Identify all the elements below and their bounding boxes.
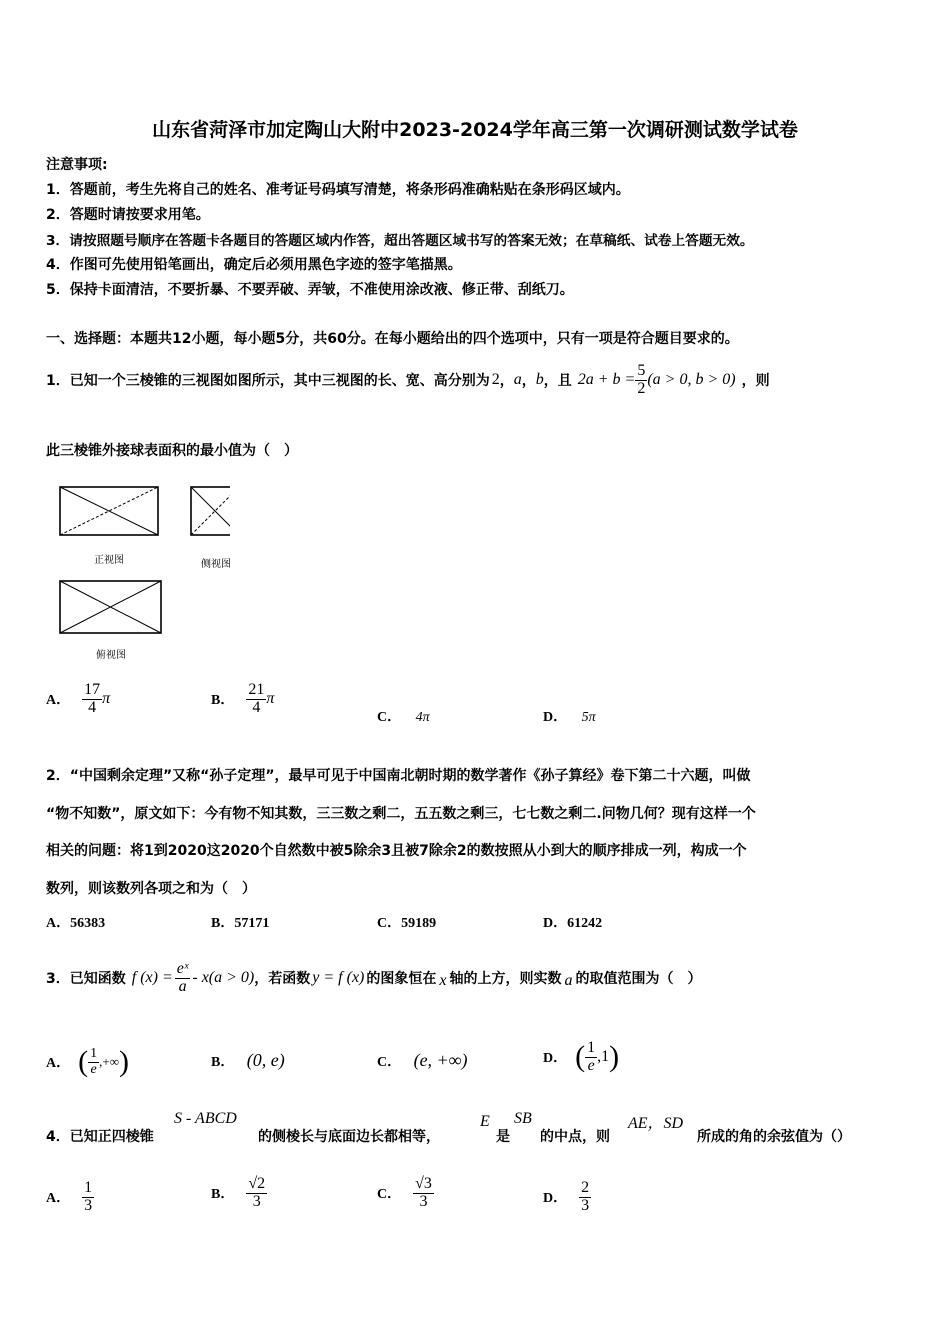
fraction-numerator: 2 <box>581 1179 590 1196</box>
notice-item: 5．保持卡面清洁，不要折暴、不要弄破、弄皱，不准使用涂改液、修正带、刮纸刀。 <box>46 282 574 298</box>
q4-text: 是 <box>496 1129 510 1145</box>
option-label: A． <box>46 693 71 709</box>
option-label: A． <box>46 1191 71 1207</box>
q3-suffix: 的取值范围为（ ） <box>575 971 702 987</box>
q3-option-c[interactable] <box>377 1050 468 1071</box>
notice-item: 3．请按照题号顺序在答题卡各题目的答题区域内作答，超出答题区域书写的答案无效；在草稿纸、试卷上答题无效。 <box>46 233 754 249</box>
option-fraction <box>82 1180 94 1215</box>
fraction-denominator: e <box>90 1061 97 1077</box>
option-value: 59189 <box>401 916 437 931</box>
fraction-numerator: eˣ <box>176 959 189 977</box>
q3-a: a <box>564 972 573 989</box>
fraction-numerator: √2 <box>248 1175 266 1192</box>
top-view-label: 俯视图 <box>96 650 126 661</box>
q1-option-a[interactable] <box>46 682 110 717</box>
q3-text: ，若函数 <box>254 971 311 987</box>
fraction-numerator: 5 <box>637 361 646 379</box>
q1-equation-left: 2a + b = <box>577 371 636 388</box>
fraction-denominator: 3 <box>419 1192 428 1210</box>
option-open-paren: ( <box>78 1045 89 1078</box>
q1-prefix: 1．已知一个三棱锥的三视图如图所示，其中三视图的长、宽、高分别为 <box>46 373 490 389</box>
option-fraction <box>246 1176 267 1211</box>
q1-option-c[interactable] <box>377 706 430 726</box>
option-fraction <box>413 1176 434 1211</box>
q4-pyramid: S - ABCD <box>174 1110 237 1127</box>
top-view <box>60 581 161 633</box>
fraction-numerator: 1 <box>84 1179 93 1196</box>
q1-suffix: ，则 <box>741 373 770 389</box>
fraction-denominator: 3 <box>252 1192 261 1210</box>
option-label: B． <box>211 1187 235 1203</box>
question-3-stem <box>46 950 701 1006</box>
option-label: C． <box>377 710 402 725</box>
option-tail: ,1 <box>597 1048 610 1065</box>
q4-option-a[interactable] <box>46 1180 94 1215</box>
q4-option-b[interactable] <box>211 1176 267 1211</box>
option-label: A． <box>46 1056 71 1071</box>
notice-heading: 注意事项: <box>46 157 108 173</box>
option-label: C． <box>377 916 402 931</box>
q4-option-d[interactable] <box>543 1180 591 1215</box>
q4-suffix: 所成的角的余弦值为（） <box>697 1129 851 1145</box>
q1-sep: ， <box>521 373 536 389</box>
q1-value-a: a <box>513 371 522 388</box>
option-value: (e, +∞) <box>413 1050 468 1070</box>
question-1-stem <box>46 355 770 405</box>
fraction-numerator: √3 <box>415 1175 432 1192</box>
option-label: C． <box>377 1187 402 1203</box>
q3-text: 的图象恒在 <box>366 971 437 987</box>
q1-sep: ，且 <box>543 373 572 389</box>
option-fraction <box>246 682 266 717</box>
option-label: C． <box>377 1055 402 1070</box>
side-view <box>191 487 230 535</box>
notice-item: 1．答题前，考生先将自己的姓名、准考证号码填写清楚，将条形码准确粘贴在条形码区域内。 <box>46 182 630 198</box>
option-value: 57171 <box>234 916 270 931</box>
fraction-denominator: 2 <box>637 379 646 397</box>
page-title: 山东省菏泽市加定陶山大附中2023-2024学年高三第一次调研测试数学试卷 <box>152 119 798 141</box>
q1-value-b: b <box>535 371 544 388</box>
three-view-figure <box>50 480 230 665</box>
q4-text: 的侧棱长与底面边长都相等， <box>258 1129 440 1145</box>
side-view-label: 侧视图 <box>201 559 231 570</box>
q4-segment-sb: SB <box>514 1110 532 1127</box>
fraction-denominator: e <box>587 1056 595 1074</box>
option-label: B． <box>211 1055 235 1070</box>
q1-option-b[interactable] <box>211 682 274 717</box>
option-close-paren: ) <box>118 1045 129 1078</box>
option-pi: π <box>266 690 275 708</box>
notice-item: 2．答题时请按要求用笔。 <box>46 207 210 223</box>
option-value: 5π <box>581 710 596 725</box>
notice-item: 4．作图可先使用铅笔画出，确定后必须用黑色字迹的签字笔描黑。 <box>46 257 462 273</box>
fraction-numerator: 1 <box>90 1045 98 1061</box>
option-fraction <box>82 682 102 717</box>
option-open-paren: ( <box>575 1040 586 1073</box>
fraction-numerator: 17 <box>84 681 101 698</box>
q2-option-b[interactable] <box>211 912 269 932</box>
option-label: D． <box>543 916 568 931</box>
q2-option-d[interactable] <box>543 912 602 932</box>
q1-equation-fraction <box>635 363 647 398</box>
question-2-line: “物不知数”，原文如下：今有物不知其数，三三数之剩二，五五数之剩三，七七数之剩二.问物几何？现有这样一个 <box>46 806 756 822</box>
front-view <box>60 487 158 535</box>
q3-prefix: 3．已知函数 <box>46 971 126 987</box>
q4-option-c[interactable] <box>377 1176 434 1211</box>
option-tail: ,+∞ <box>99 1054 119 1069</box>
q3-x: x <box>439 972 447 989</box>
option-label: D． <box>543 1051 568 1066</box>
option-close-paren: ) <box>609 1040 620 1073</box>
fraction-numerator: 1 <box>587 1038 596 1056</box>
option-label: B． <box>211 693 235 709</box>
option-fraction <box>88 1047 99 1077</box>
q3-function-fraction <box>175 961 191 996</box>
fraction-denominator: 4 <box>88 698 97 716</box>
fraction-denominator: 4 <box>252 698 261 716</box>
q2-option-a[interactable] <box>46 912 105 932</box>
question-1-line2: 此三棱锥外接球表面积的最小值为（ ） <box>46 443 298 459</box>
q4-point-e: E <box>480 1113 490 1130</box>
q4-prefix: 4．已知正四棱锥 <box>46 1129 154 1145</box>
question-2-line: 数列，则该数列各项之和为（ ） <box>46 881 256 897</box>
option-fraction <box>579 1180 591 1215</box>
option-value: 56383 <box>70 916 106 931</box>
q3-option-d[interactable] <box>543 1028 619 1086</box>
option-label: B． <box>211 916 235 931</box>
q3-option-a[interactable] <box>46 1033 129 1091</box>
q3-function-left: f (x) = <box>131 969 173 986</box>
q4-text: 的中点，则 <box>540 1129 610 1145</box>
option-label: D． <box>543 1191 568 1207</box>
option-value: 4π <box>415 710 430 725</box>
option-label: A． <box>46 916 71 931</box>
front-view-label: 正视图 <box>94 555 124 566</box>
option-value: (0, e) <box>246 1050 285 1070</box>
q2-option-c[interactable] <box>377 912 436 932</box>
option-label: D． <box>543 710 568 725</box>
q3-option-b[interactable] <box>211 1050 285 1071</box>
fraction-denominator: 3 <box>84 1196 93 1214</box>
q1-equation-condition: (a > 0, b > 0) <box>647 371 736 388</box>
question-2-line: 2．“中国剩余定理”又称“孙子定理”，最早可见于中国南北朝时期的数学著作《孙子算经》卷下第二十六题，叫做 <box>46 768 751 784</box>
q1-sep: ， <box>499 373 514 389</box>
question-2-line: 相关的问题：将1到2020这2020个自然数中被5除余3且被7除余2的数按照从小到大的顺序排成一列，构成一个 <box>46 843 747 859</box>
option-value: 61242 <box>567 916 603 931</box>
q3-function-right: - x(a > 0) <box>192 969 255 986</box>
option-fraction <box>585 1040 597 1075</box>
fraction-denominator: 3 <box>581 1196 590 1214</box>
q4-lines: AE，SD <box>628 1115 684 1132</box>
q3-function-y: y = f (x) <box>312 969 365 986</box>
q1-value-2: 2 <box>491 371 500 388</box>
fraction-denominator: a <box>178 977 187 995</box>
fraction-numerator: 21 <box>248 681 265 698</box>
section-heading: 一、选择题：本题共12小题，每小题5分，共60分。在每小题给出的四个选项中，只有一项是符合题目要求的。 <box>46 331 739 347</box>
q3-text: 轴的上方，则实数 <box>449 971 562 987</box>
q1-option-d[interactable] <box>543 706 596 726</box>
option-pi: π <box>102 690 111 708</box>
